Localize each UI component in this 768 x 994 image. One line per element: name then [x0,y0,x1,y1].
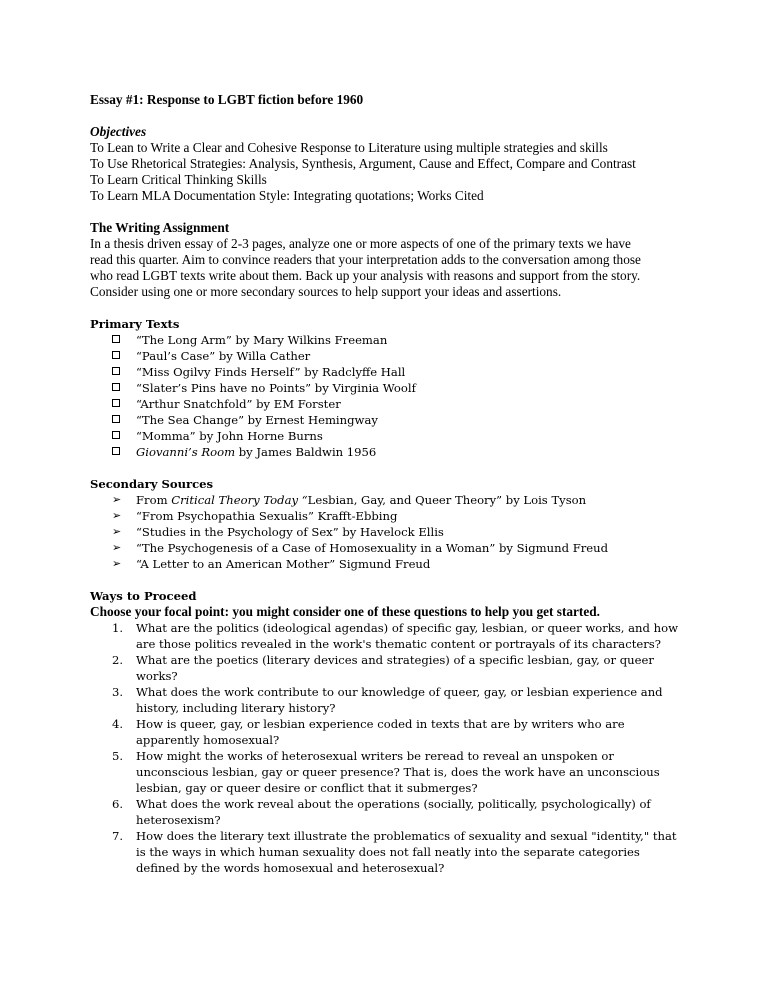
secondary-sources-list [90,492,690,572]
question-number: 1. [112,621,124,635]
question-number: 4. [112,717,124,731]
checkbox-icon [112,351,120,359]
secondary-source-item: ➢ “The Psychogenesis of a Case of Homosexuality in a Woman” by Sigmund Freud [112,541,609,555]
assignment-heading: The Writing Assignment [90,220,230,235]
secondary-source-item: ➢ “Studies in the Psychology of Sex” by Havelock Ellis [112,525,444,539]
objective-item: To Learn Critical Thinking Skills [90,172,267,187]
checkbox-icon [112,399,120,407]
primary-text-item: “Momma” by John Horne Burns [90,428,690,444]
arrow-bullet-icon: ➢ [112,509,122,522]
assignment-body [90,236,690,300]
question-number: 3. [112,685,124,699]
primary-text-item: “Miss Ogilvy Finds Herself” by Radclyffe Hall [90,364,690,380]
assignment-line: read this quarter. Aim to convince readers that your interpretation adds to the conversation among those [90,252,641,267]
question-item: 2. What are the poetics (literary devices and strategies) of a specific lesbian, gay, or queer works? [112,653,654,683]
secondary-source-item: ➢ From Critical Theory Today “Lesbian, Gay, and Queer Theory” by Lois Tyson [112,493,587,507]
checkbox-icon [112,415,120,423]
ways-subheading: Choose your focal point: you might consider one of these questions to help you get started. [90,604,600,619]
primary-text-item: “The Long Arm” by Mary Wilkins Freeman [90,332,690,348]
assignment-line: who read LGBT texts write about them. Back up your analysis with reasons and support from the story. [90,268,641,283]
secondary-source-item: ➢ “A Letter to an American Mother” Sigmund Freud [112,557,431,571]
checkbox-icon [112,367,120,375]
arrow-bullet-icon: ➢ [112,541,122,554]
arrow-bullet-icon: ➢ [112,493,122,506]
objectives-list [90,140,690,204]
document-page [90,92,690,876]
objective-item: To Learn MLA Documentation Style: Integrating quotations; Works Cited [90,188,484,203]
questions-list [90,620,690,876]
primary-texts-list [90,332,690,460]
arrow-bullet-icon: ➢ [112,557,122,570]
question-number: 5. [112,749,124,763]
secondary-sources-heading: Secondary Sources [90,477,214,491]
question-item: 1. What are the politics (ideological agendas) of specific gay, lesbian, or queer works, and how are those politics revealed in the work's thematic content or portrayals of its characters? [112,621,678,651]
checkbox-icon [112,383,120,391]
assignment-line: Consider using one or more secondary sources to help support your ideas and assertions. [90,284,562,299]
primary-text-item: “Paul’s Case” by Willa Cather [90,348,690,364]
primary-text-item: “The Sea Change” by Ernest Hemingway [90,412,690,428]
question-item: 3. What does the work contribute to our knowledge of queer, gay, or lesbian experience and history, including literary history? [112,685,663,715]
objective-item: To Lean to Write a Clear and Cohesive Response to Literature using multiple strategies and skills [90,140,608,155]
checkbox-icon [112,431,120,439]
question-item: 7. How does the literary text illustrate the problematics of sexuality and sexual "identity," that is the ways in which human sexuality does not fall neatly into the separate categories defined by the words homosexual and heterosexual? [112,829,677,875]
essay-title: Essay #1: Response to LGBT fiction before 1960 [90,92,364,107]
book-title: Giovanni’s Room [136,445,236,459]
objective-item: To Use Rhetorical Strategies: Analysis, Synthesis, Argument, Cause and Effect, Compare and Contrast [90,156,636,171]
question-number: 6. [112,797,124,811]
objectives-heading: Objectives [90,124,147,139]
ways-heading: Ways to Proceed [90,589,197,603]
secondary-source-item: ➢ “From Psychopathia Sexualis” Krafft-Ebbing [112,509,398,523]
checkbox-icon [112,447,120,455]
assignment-line: In a thesis driven essay of 2-3 pages, analyze one or more aspects of one of the primary texts we have [90,236,631,251]
book-title: Critical Theory Today “ [171,493,308,507]
question-item: 4. How is queer, gay, or lesbian experience coded in texts that are by writers who are apparently homosexual? [112,717,625,747]
primary-text-item: “Slater’s Pins have no Points” by Virginia Woolf [90,380,690,396]
checkbox-icon [112,335,120,343]
primary-text-item: “Arthur Snatchfold” by EM Forster [90,396,690,412]
question-number: 7. [112,829,124,843]
primary-texts-heading: Primary Texts [90,317,180,331]
question-item: 5. How might the works of heterosexual writers be reread to reveal an unspoken or unconscious lesbian, gay or queer presence? That is, does the work have an unconscious lesbian, gay or queer desire or conflict that it submerges? [112,749,660,795]
question-number: 2. [112,653,124,667]
arrow-bullet-icon: ➢ [112,525,122,538]
primary-text-item: Giovanni’s Room by James Baldwin 1956 [90,444,690,460]
question-item: 6. What does the work reveal about the operations (socially, politically, psychologically) of heterosexism? [112,797,651,827]
